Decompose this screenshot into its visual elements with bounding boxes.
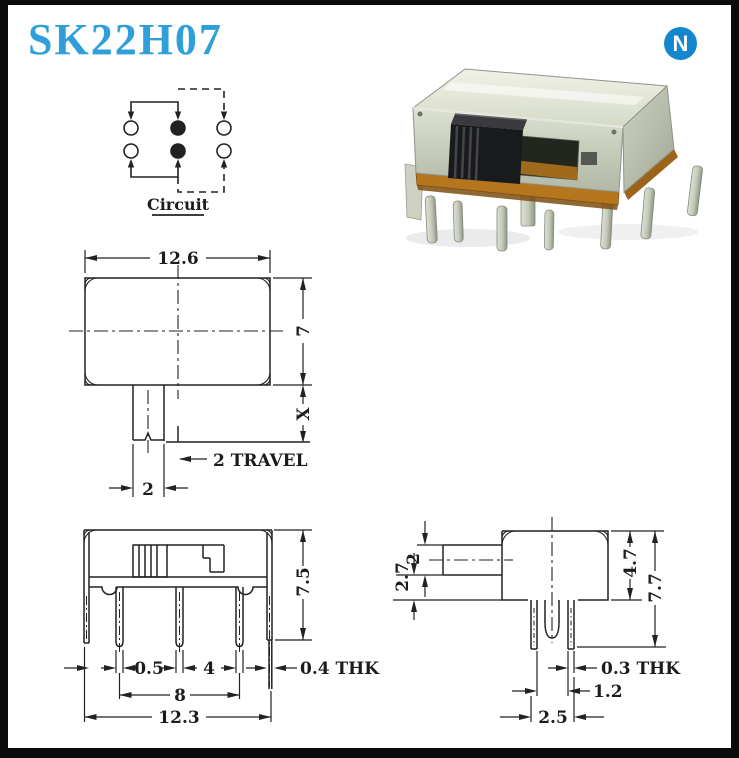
dim-terminal-thk-label: 0.3 THK — [601, 659, 680, 679]
circuit-link-dashed-bottom — [178, 164, 224, 192]
corner-details — [84, 530, 272, 543]
circuit-link-solid-top — [131, 102, 178, 117]
slider-mechanism — [133, 545, 224, 577]
dim-bracket-thk-label: 0.4 THK — [300, 659, 379, 679]
front-view — [69, 249, 314, 500]
terminal-common — [171, 144, 185, 158]
terminal-open — [124, 144, 138, 158]
dim-body-height-label: 7 — [294, 325, 314, 337]
dim-pitch-label: 4 — [203, 659, 215, 679]
side-view — [393, 517, 681, 728]
dim-body-height-label: 4.7 — [621, 548, 641, 578]
dim-leg-gap-label: 1.2 — [593, 682, 623, 702]
dim-pin-width-label: 0.5 — [134, 659, 164, 679]
circuit-arrows — [128, 112, 227, 168]
dim-lines — [64, 530, 312, 722]
circuit-caption: Circuit — [146, 195, 210, 214]
body-outline — [502, 531, 608, 600]
dim-stem-height-label: X — [294, 407, 314, 421]
brand-logo-letter: N — [672, 30, 689, 56]
circuit-link-dashed-top — [178, 89, 224, 114]
dim-stem-height-label: 2 — [404, 553, 424, 565]
circuit-link-solid-bottom — [131, 161, 178, 177]
terminal-open — [124, 121, 138, 135]
pin-center-lines — [87, 592, 270, 687]
dim-overall-height-label: 7.7 — [646, 573, 666, 603]
terminal-open — [217, 144, 231, 158]
circuit-diagram — [124, 89, 231, 215]
dim-knob-width-label: 2 — [142, 480, 154, 500]
dim-overall-height-label: 7.5 — [294, 567, 314, 597]
terminal-common — [171, 121, 185, 135]
bottom-view — [64, 530, 380, 728]
center-lines — [69, 265, 286, 453]
terminal-open — [217, 121, 231, 135]
part-number-title: SK22H07 — [28, 15, 223, 64]
dim-width-label: 12.6 — [157, 249, 199, 269]
dim-overall-width-label: 12.3 — [158, 708, 200, 728]
corner-details — [502, 531, 608, 545]
dim-stem-offset-label: 2.7 — [393, 562, 413, 592]
dim-travel-label: 2 TRAVEL — [213, 451, 308, 471]
dim-leg-span-label: 2.5 — [538, 708, 568, 728]
dim-span-label: 8 — [174, 686, 186, 706]
